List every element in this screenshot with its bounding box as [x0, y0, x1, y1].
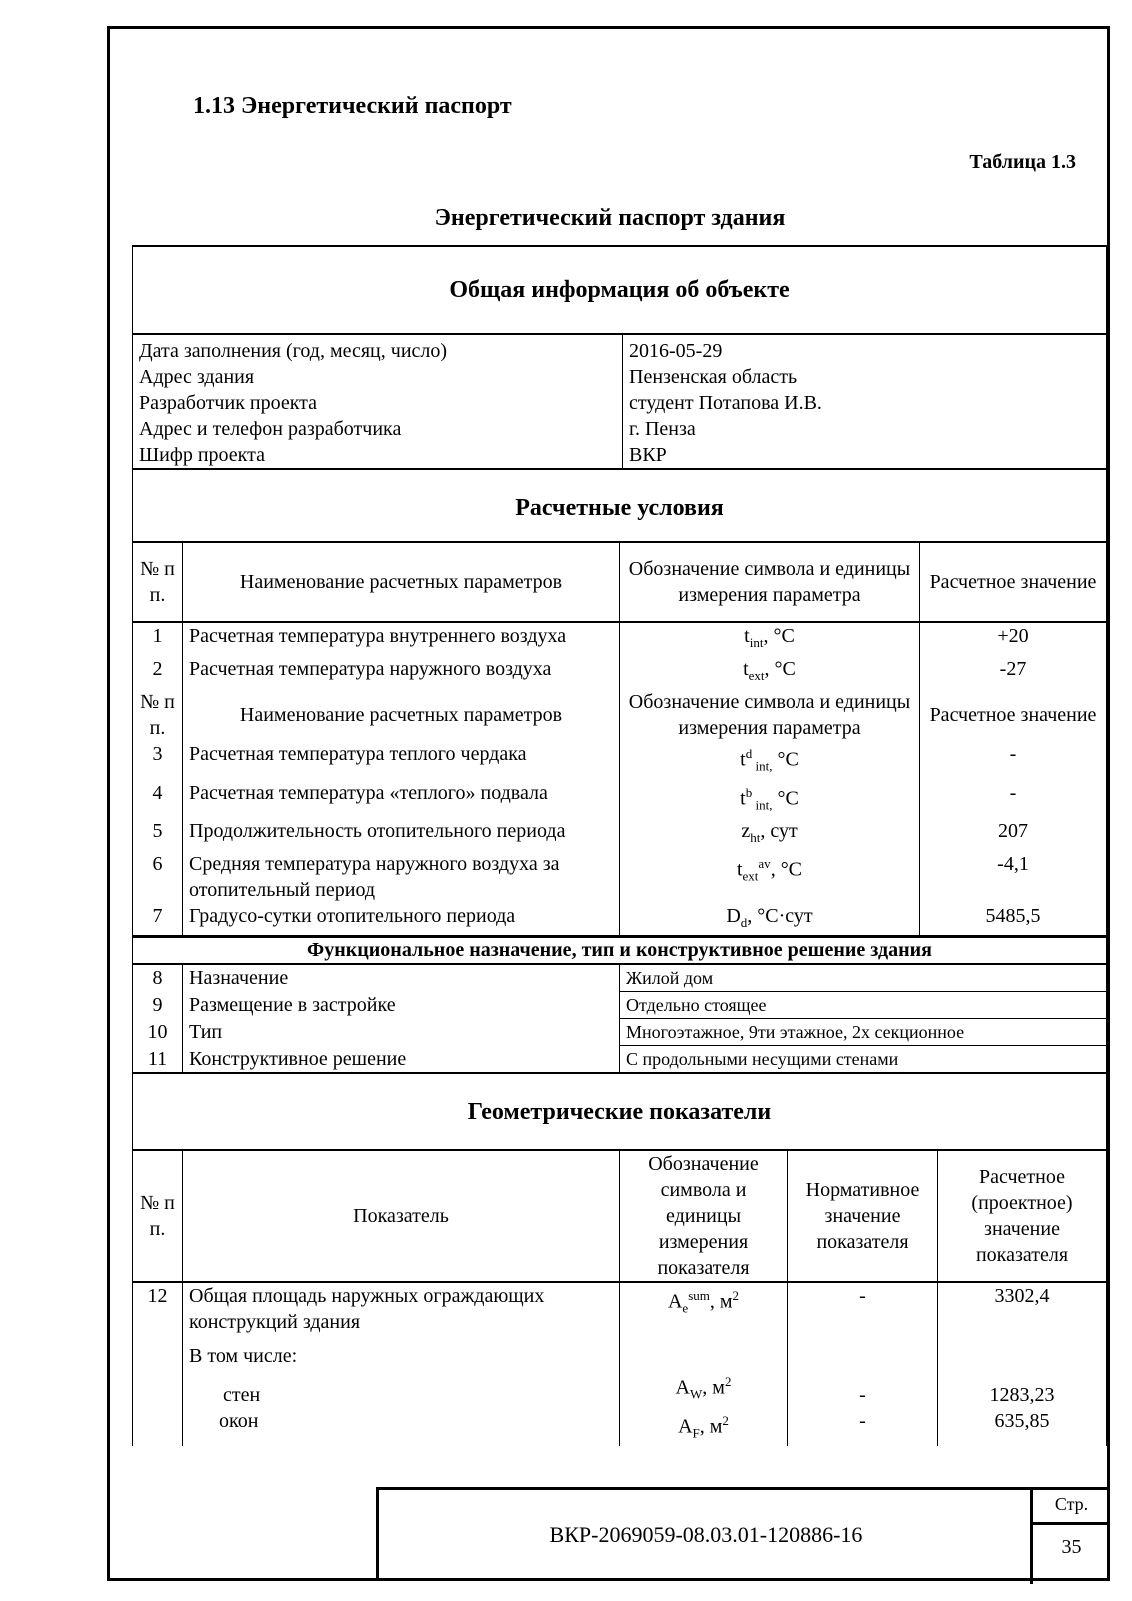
unit-sup: 2	[732, 1288, 740, 1303]
symbol: t	[736, 858, 743, 881]
row-value: -	[920, 741, 1107, 780]
row-symbol	[620, 741, 920, 780]
symbol-sub: int,	[752, 758, 773, 774]
symbol-sub: e	[682, 1300, 689, 1316]
symbol-sub: F	[692, 1425, 700, 1441]
title-block	[376, 1487, 1110, 1581]
table-row	[133, 1046, 1107, 1074]
table-row	[133, 656, 1107, 689]
general-label: Разработчик проекта	[139, 392, 318, 414]
symbol: A	[667, 1290, 683, 1313]
row-name: Тип	[183, 1019, 620, 1046]
unit: °С	[772, 748, 799, 771]
symbol-sub: int,	[752, 797, 773, 813]
table-number: Таблица 1.3	[969, 151, 1076, 173]
row-no: 8	[133, 964, 183, 992]
general-labels	[133, 334, 623, 469]
row-no: 5	[133, 818, 183, 851]
symbol-sup: b	[745, 784, 753, 800]
col-symbol: Обозначение символа и единицы измерения параметра	[620, 542, 920, 622]
row-value: 207	[920, 818, 1107, 851]
row-name: Расчетная температура «теплого» подвала	[183, 780, 620, 819]
unit: , м	[709, 1290, 733, 1313]
unit: , °С	[770, 858, 803, 881]
col-no: № п п.	[133, 542, 183, 622]
row-name: Расчетная температура наружного воздуха	[183, 656, 620, 689]
row-symbol	[620, 1282, 788, 1335]
row-name: Общая площадь наружных ограждающих конструкций здания	[183, 1282, 620, 1335]
row-name: Размещение в застройке	[183, 992, 620, 1019]
symbol-sub: W	[690, 1386, 703, 1402]
row-name: Градусо-сутки отопительного периода	[183, 903, 620, 937]
col-name: Наименование расчетных параметров	[183, 542, 620, 622]
unit: , м	[702, 1376, 725, 1399]
general-value: ВКР	[629, 444, 667, 466]
geo-col-no: № п п.	[133, 1150, 183, 1282]
conditions-table	[132, 541, 1107, 938]
symbol: t	[740, 787, 746, 810]
general-info-table	[132, 245, 1107, 546]
table-row	[133, 1282, 1107, 1335]
geo-col-norm: Нормативное значение показателя	[788, 1150, 938, 1282]
symbol-sub: ext	[742, 868, 759, 884]
col-symbol-repeat: Обозначение символа и единицы измерения параметра	[620, 689, 920, 741]
row-no: 12	[133, 1282, 183, 1335]
row-value: +20	[920, 622, 1107, 656]
row-symbol	[620, 656, 920, 689]
symbol: t	[744, 625, 750, 647]
conditions-header: Расчетные условия	[133, 469, 1107, 546]
symbol-sub: d	[740, 915, 748, 931]
symbol-sup: av	[758, 856, 771, 872]
row-name: Расчетная температура теплого чердака	[183, 741, 620, 780]
row-value: 1283,23	[938, 1369, 1107, 1408]
geo-col-name: Показатель	[183, 1150, 620, 1282]
unit: , м	[699, 1415, 723, 1438]
table-row	[133, 780, 1107, 819]
unit: , °С	[763, 625, 795, 647]
symbol-sub: int	[749, 635, 764, 650]
row-name: Конструктивное решение	[183, 1046, 620, 1074]
general-label: Шифр проекта	[139, 444, 265, 466]
general-label: Адрес здания	[139, 366, 255, 388]
unit: , °С	[764, 658, 796, 680]
row-norm: -	[788, 1408, 938, 1447]
table-row	[133, 851, 1107, 903]
row-value: Многоэтажное, 9ти этажное, 2х секционное	[620, 1019, 1107, 1046]
repeated-header-row	[133, 689, 1107, 741]
row-value: 635,85	[938, 1408, 1107, 1447]
general-value: студент Потапова И.В.	[629, 392, 822, 414]
functional-table	[132, 935, 1107, 1150]
row-name: Продолжительность отопительного периода	[183, 818, 620, 851]
unit: °С	[772, 787, 799, 810]
row-value: Жилой дом	[620, 964, 1107, 992]
row-norm: -	[788, 1282, 938, 1335]
row-symbol	[620, 903, 920, 937]
geo-col-symbol: Обозначение символа и единицы измерения показателя	[620, 1150, 788, 1282]
table-row	[133, 818, 1107, 851]
row-no: 3	[133, 741, 183, 780]
row-no: 1	[133, 622, 183, 656]
row-value: -4,1	[920, 851, 1107, 903]
general-values	[623, 334, 1107, 469]
row-value: -27	[920, 656, 1107, 689]
row-name: Расчетная температура внутреннего воздуха	[183, 622, 620, 656]
general-label: Дата заполнения (год, месяц, число)	[139, 340, 448, 362]
symbol-sub: ext	[748, 668, 765, 683]
document-code: ВКР-2069059-08.03.01-120886-16	[549, 1522, 863, 1547]
row-norm: -	[788, 1369, 938, 1408]
row-symbol	[620, 622, 920, 656]
unit-sup: 2	[722, 1412, 729, 1428]
row-symbol	[620, 1408, 788, 1447]
general-value: 2016-05-29	[629, 340, 723, 362]
col-value-repeat: Расчетное значение	[920, 689, 1107, 741]
general-value: г. Пенза	[629, 418, 696, 440]
symbol-sup: d	[745, 746, 753, 761]
general-label: Адрес и телефон разработчика	[139, 418, 402, 440]
row-no: 9	[133, 992, 183, 1019]
table-row	[133, 741, 1107, 780]
unit: , °С·сут	[747, 905, 813, 928]
unit-sup: 2	[724, 1374, 732, 1389]
symbol-sup: sum	[688, 1288, 710, 1303]
symbol: t	[743, 658, 749, 680]
symbol: A	[678, 1415, 693, 1438]
page-number: 35	[1061, 1536, 1082, 1558]
geometry-table	[132, 1149, 1107, 1446]
symbol: D	[726, 905, 741, 928]
row-symbol	[620, 851, 920, 903]
table-row	[133, 1369, 1107, 1408]
table-row	[133, 964, 1107, 992]
col-no-repeat: № п п.	[133, 689, 183, 741]
row-symbol	[620, 1369, 788, 1408]
geometry-header: Геометрические показатели	[133, 1073, 1107, 1150]
col-name-repeat: Наименование расчетных параметров	[183, 689, 620, 741]
table-row	[133, 1019, 1107, 1046]
row-symbol	[620, 780, 920, 819]
general-value: Пензенская область	[629, 366, 798, 388]
row-no: 6	[133, 851, 183, 903]
symbol: A	[675, 1376, 690, 1399]
row-no: 4	[133, 780, 183, 819]
table-row	[133, 903, 1107, 937]
table-title: Энергетический паспорт здания	[434, 205, 786, 231]
functional-header: Функциональное назначение, тип и конструктивное решение здания	[133, 936, 1107, 964]
symbol: z	[741, 820, 751, 843]
page-label: Стр.	[1033, 1494, 1110, 1525]
row-symbol	[620, 818, 920, 851]
row-name: Средняя температура наружного воздуха за отопительный период	[183, 851, 620, 903]
row-value: 5485,5	[920, 903, 1107, 937]
row-no: 11	[133, 1046, 183, 1074]
row-value: Отдельно стоящее	[620, 992, 1107, 1019]
symbol-sub: ht	[750, 830, 761, 846]
col-value: Расчетное значение	[920, 542, 1107, 622]
row-name: Назначение	[183, 964, 620, 992]
row-no: 10	[133, 1019, 183, 1046]
row-value: С продольными несущими стенами	[620, 1046, 1107, 1074]
row-name: окон	[183, 1408, 620, 1447]
section-title: 1.13 Энергетический паспорт	[193, 93, 512, 119]
row-name: стен	[183, 1369, 620, 1408]
table-row	[133, 1335, 1107, 1369]
row-no: 2	[133, 656, 183, 689]
row-value: -	[920, 780, 1107, 819]
symbol: t	[740, 748, 746, 771]
general-info-header: Общая информация об объекте	[133, 246, 1107, 334]
table-row	[133, 622, 1107, 656]
geo-col-value: Расчетное (проектное) значение показателя	[938, 1150, 1107, 1282]
table-row	[133, 1408, 1107, 1447]
page-cell	[1030, 1490, 1110, 1584]
row-value: 3302,4	[938, 1282, 1107, 1335]
unit: , сут	[760, 820, 798, 843]
including-label: В том числе:	[183, 1335, 620, 1369]
row-no: 7	[133, 903, 183, 937]
table-row	[133, 992, 1107, 1019]
